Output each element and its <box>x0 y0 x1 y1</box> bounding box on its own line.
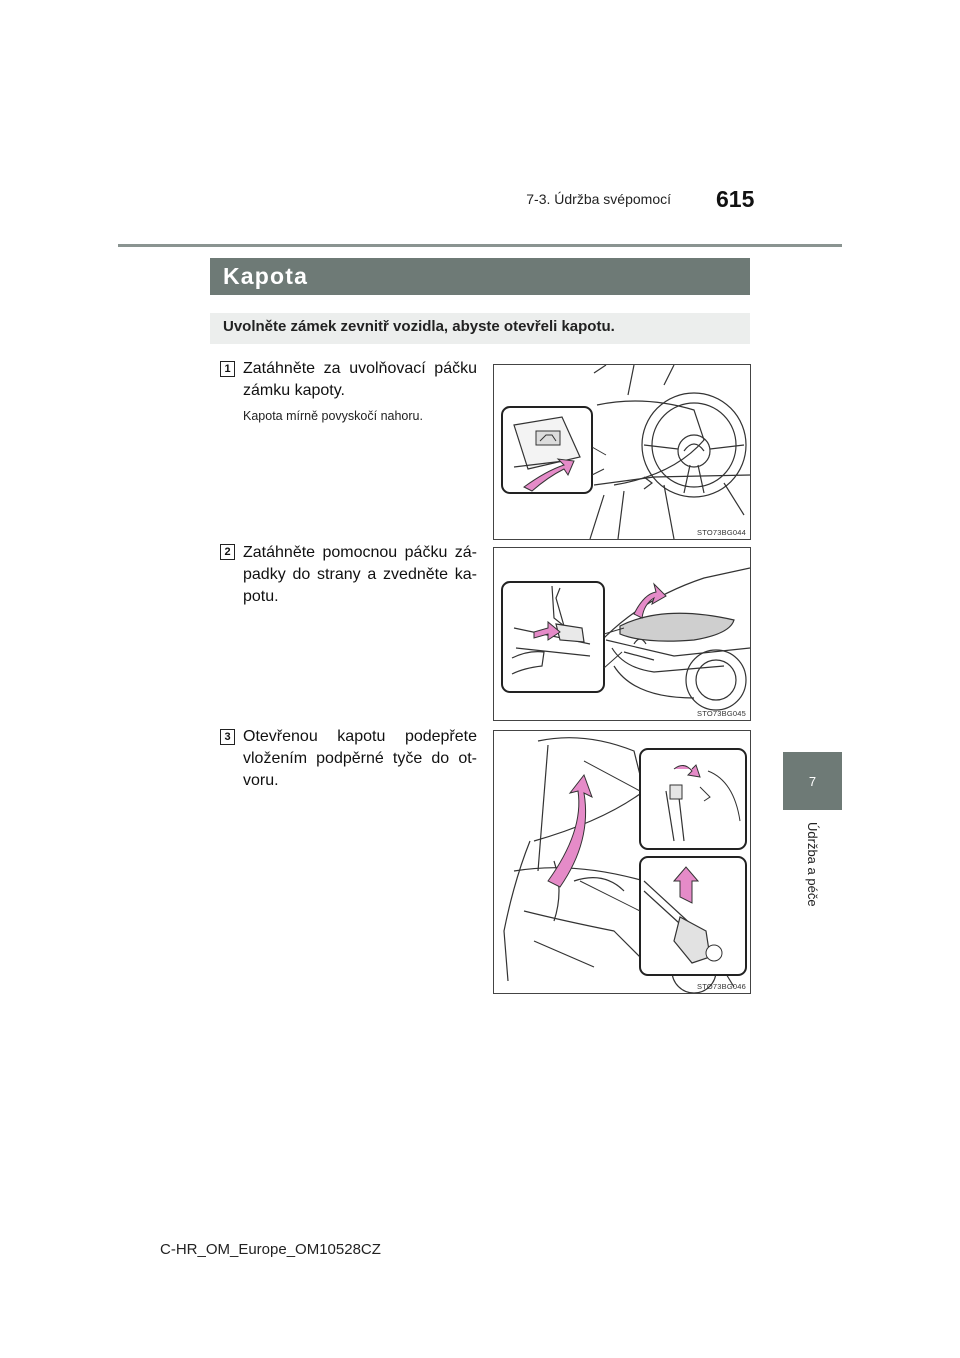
inset-lever-closeup <box>502 407 592 493</box>
footer-doc-id: C-HR_OM_Europe_OM10528CZ <box>160 1241 381 1258</box>
chapter-number: 7 <box>808 773 817 789</box>
figure-code-3: STO73BG046 <box>697 982 746 991</box>
instruction-bar <box>210 313 750 344</box>
page-title: Kapota <box>223 263 309 289</box>
step-1-text: Zatáhněte za uvolňovací páčku zámku kapoty. <box>243 360 477 399</box>
step-3-text: Otevřenou kapotu podepřete vložením podpěrné tyče do ot-voru. <box>243 728 477 789</box>
section-title: 7-3. Údržba svépomocí <box>526 191 671 207</box>
figure-code-1: STO73BG044 <box>697 528 746 537</box>
step-2-text: Zatáhněte pomocnou páčku zá-padky do strany a zvedněte ka-potu. <box>243 544 477 605</box>
step-number-1: 1 <box>220 361 235 377</box>
figure-hood-release-lever <box>493 364 751 540</box>
inset-rod-top <box>640 749 746 849</box>
figure-support-rod <box>493 730 751 994</box>
secondary-catch-illustration <box>494 548 750 720</box>
step-number-2: 2 <box>220 544 235 560</box>
chapter-label <box>803 822 823 932</box>
step-1-note: Kapota mírně povyskočí nahoru. <box>243 409 423 423</box>
instruction-heading: Uvolněte zámek zevnitř vozidla, abyste otevřeli kapotu. <box>223 318 615 335</box>
chapter-tab <box>783 752 842 810</box>
inset-catch-closeup <box>502 582 604 692</box>
inset-rod-bottom <box>640 857 746 975</box>
header-rule <box>118 244 842 247</box>
figure-code-2: STO73BG045 <box>697 709 746 718</box>
step-number-3: 3 <box>220 729 235 745</box>
support-rod-illustration <box>494 731 750 993</box>
figure-secondary-catch <box>493 547 751 721</box>
chapter-label-text: Údržba a péče <box>805 822 820 907</box>
hood-release-illustration <box>494 365 750 539</box>
section-title-bar <box>210 258 750 295</box>
page-number: 615 <box>716 186 755 212</box>
